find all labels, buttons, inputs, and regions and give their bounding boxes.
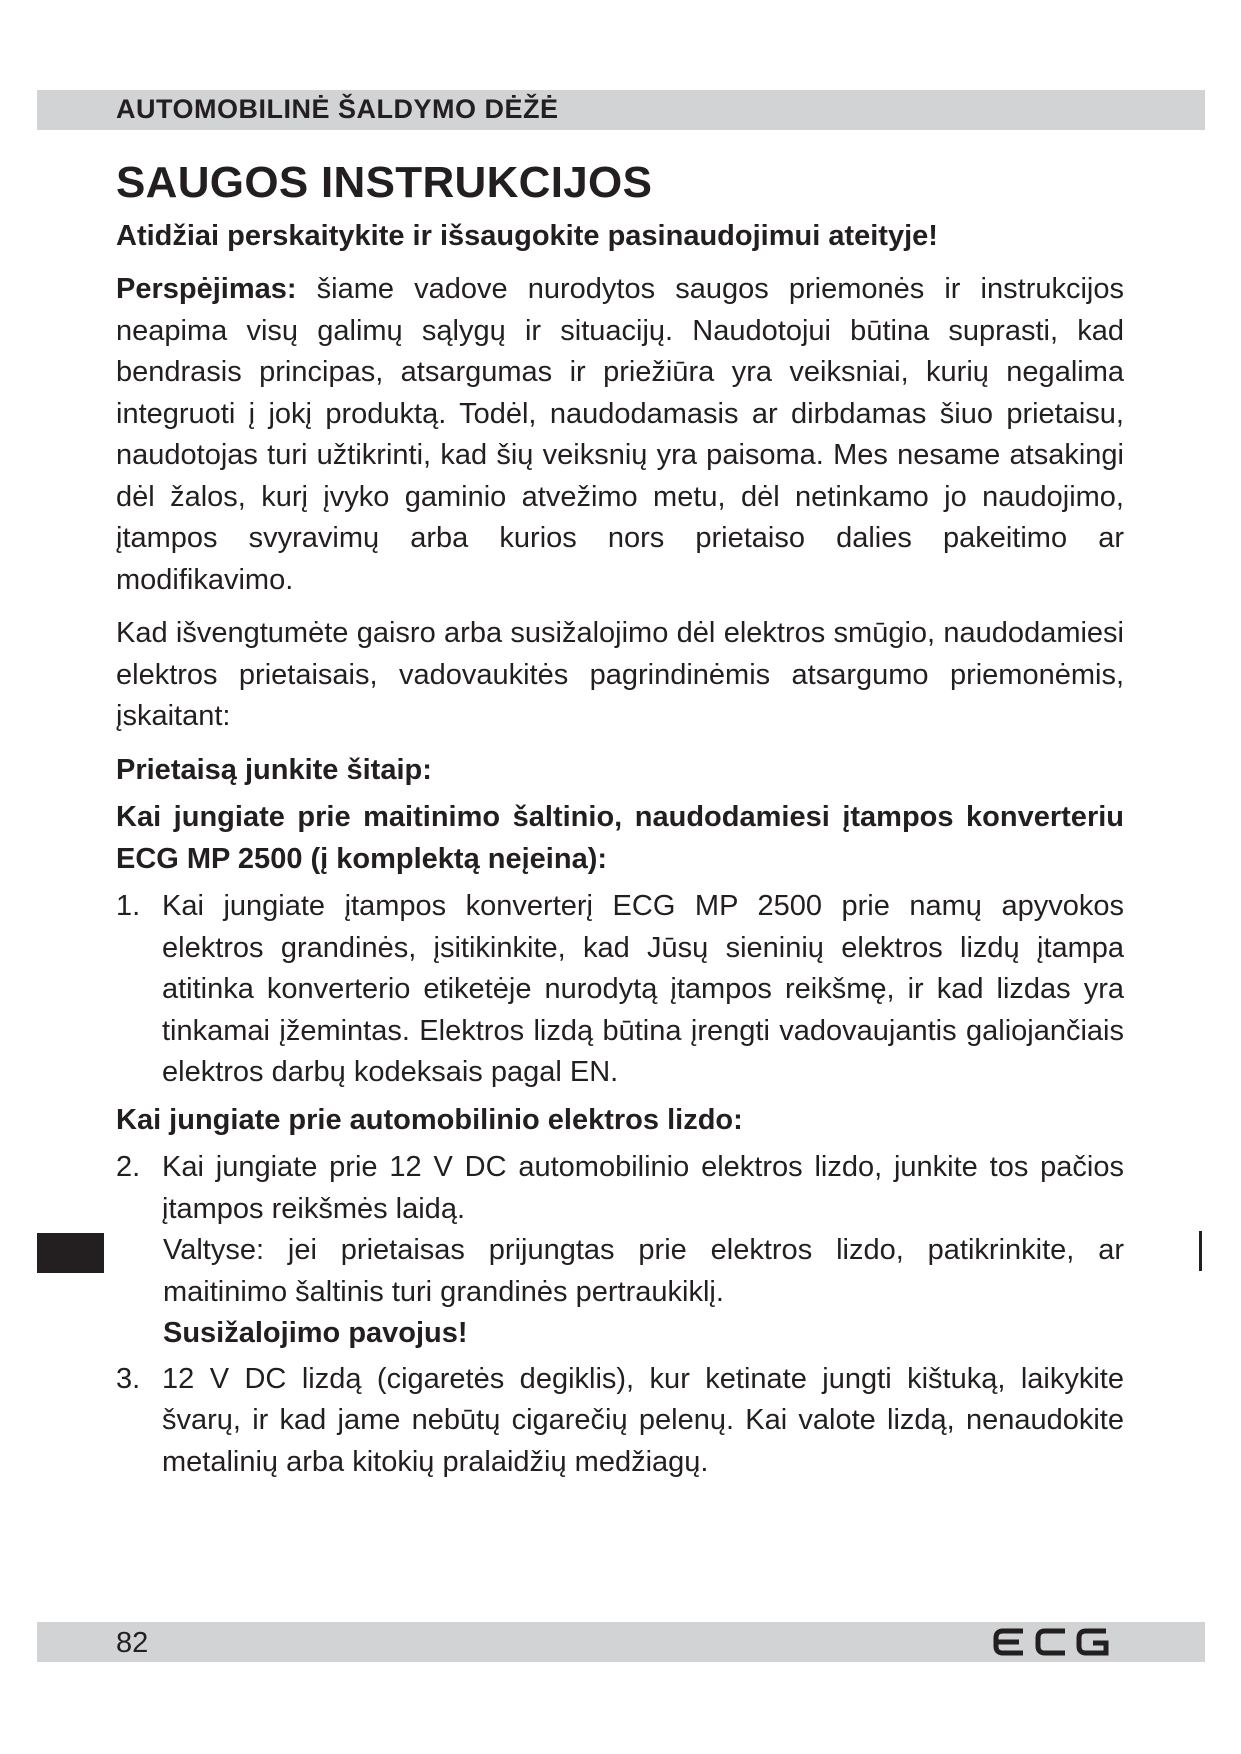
list-item-text: 12 V DC lizdą (cigaretės degiklis), kur ketinate jungti kištuką, laikykite švarų, ir kad jame nebūtų cigarečių pelenų. Kai valote lizdą, nenaudokite metalinių arba kitokių pralaidžių medžiagų. — [162, 1362, 1124, 1478]
list-item — [116, 886, 1124, 1094]
list-item — [116, 1147, 1124, 1230]
connect-heading: Prietaisą junkite šitaip: — [116, 753, 432, 786]
list-item — [116, 1359, 1124, 1484]
warning-paragraph — [116, 269, 1124, 601]
list-item-text: Kai jungiate prie 12 V DC automobilinio elektros lizdo, junkite tos pačios įtampos reikšmės laidą. — [162, 1151, 1124, 1225]
converter-heading: Kai jungiate prie maitinimo šaltinio, naudodamiesi įtampos konverteriu ECG MP 2500 (į komplektą neįeina): — [116, 801, 1124, 875]
header-bar — [37, 90, 1205, 130]
page-number: 82 — [116, 1627, 149, 1659]
page-title: SAUGOS INSTRUKCIJOS — [116, 158, 653, 207]
list-item-text: Kai jungiate įtampos konverterį ECG MP 2500 prie namų apyvokos elektros grandinės, įsitikinkite, kad Jūsų sieninių elektros lizdų įtampa atitinka konverterio etiketėje nurodytą įtampos reikšmę, ir kad lizdas yra tinkamai įžemintas. Elektros lizdą būtina įrengti vadovaujantis galiojančiais elektros darbų kodeksais pagal EN. — [162, 890, 1124, 1088]
list-item-subtext — [116, 1230, 1124, 1355]
footer-bar — [37, 1622, 1205, 1662]
warning-label: Perspėjimas: — [116, 273, 297, 305]
content — [116, 158, 1124, 1489]
list-item-number: 1. — [116, 890, 141, 922]
subtitle: Atidžiai perskaitykite ir išsaugokite pasinaudojimui ateityje! — [116, 220, 938, 252]
car-heading: Kai jungiate prie automobilinio elektros lizdo: — [116, 1103, 743, 1136]
warning-text: šiame vadove nurodytos saugos priemonės ir instrukcijos neapima visų galimų sąlygų ir situacijų. Naudotojui būtina suprasti, kad bendrasis principas, atsargumas ir priežiūra yra veiksniai, kurių negalima integruoti į jokį produktą. Todėl, naudodamasis ar dirbdamas šiuo prietaisu, naudotojas turi užtikrinti, kad šių veiksnių yra paisoma. Mes nesame atsakingi dėl žalos, kurį įvyko gaminio atvežimo metu, dėl netinkamo jo naudojimo, įtampos svyravimų arba kurios nors prietaiso dalies pakeitimo ar modifikavimo. — [116, 273, 1124, 596]
header-title: AUTOMOBILINĖ ŠALDYMO DĖŽĖ — [116, 94, 559, 124]
side-tab-marker — [37, 1233, 104, 1273]
valtyse-note: Valtyse: jei prietaisas prijungtas prie elektros lizdo, patikrinkite, ar maitinimo šaltinis turi grandinės pertraukiklį. — [163, 1234, 1124, 1308]
list-item-number: 3. — [116, 1362, 141, 1395]
ecg-logo — [993, 1628, 1109, 1661]
intro-paragraph: Kad išvengtumėte gaisro arba susižalojimo dėl elektros smūgio, naudodamiesi elektros prietaisais, vadovaukitės pagrindinėmis atsargumo priemonėmis, įskaitant: — [116, 617, 1124, 732]
list-item-number: 2. — [116, 1151, 141, 1183]
change-bar-marker — [1199, 1231, 1202, 1271]
hazard-warning: Susižalojimo pavojus! — [163, 1317, 468, 1349]
ecg-logo-icon — [993, 1628, 1109, 1656]
